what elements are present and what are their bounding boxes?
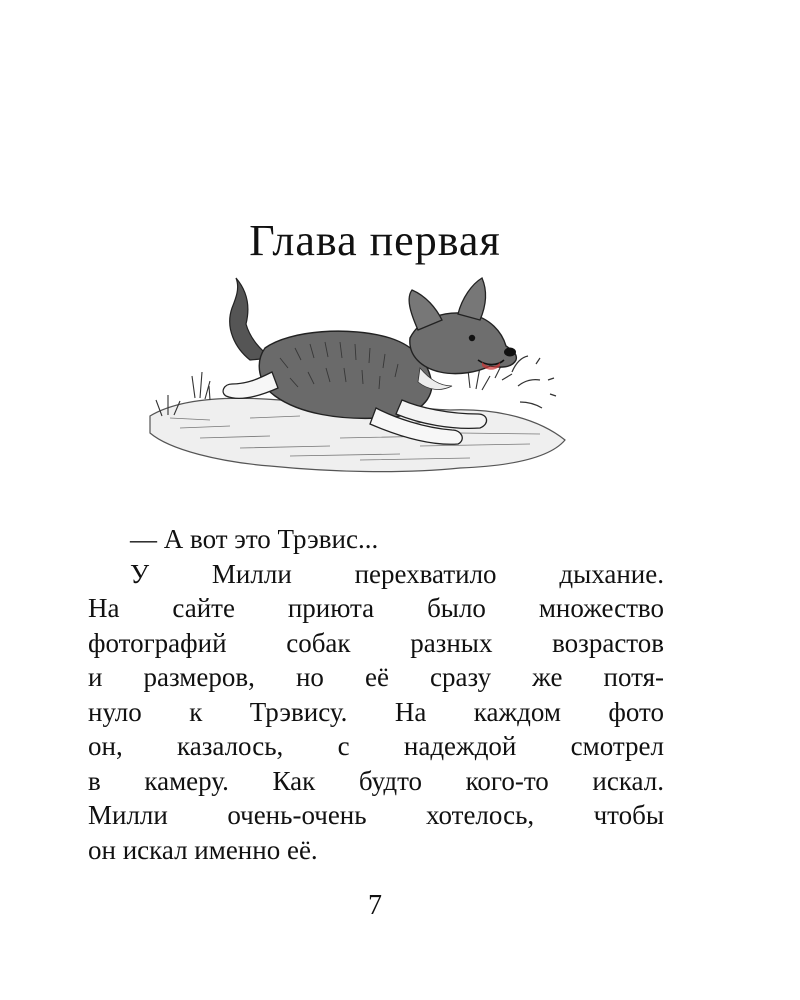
text-line: У Милли перехватило дыхание. xyxy=(130,558,664,589)
page-number: 7 xyxy=(368,890,382,921)
running-puppy-illustration xyxy=(140,268,580,483)
body-text xyxy=(88,522,664,867)
text-line: в камеру. Как будто кого-то искал. xyxy=(88,765,664,796)
text-line: и размеров, но её сразу же потя- xyxy=(88,662,664,692)
text-line: — А вот это Трэвис... xyxy=(130,524,379,554)
text-line: фотографий собак разных возрастов xyxy=(88,627,664,658)
chapter-title: Глава первая xyxy=(249,216,501,266)
text-line: Милли очень-очень хотелось, чтобы xyxy=(88,800,664,830)
text-line: На сайте приюта было множество xyxy=(88,593,664,623)
text-line: нуло к Трэвису. На каждом фото xyxy=(88,696,664,727)
text-line: он, казалось, с надеждой смотрел xyxy=(88,731,664,761)
text-line: он искал именно её. xyxy=(88,834,318,865)
